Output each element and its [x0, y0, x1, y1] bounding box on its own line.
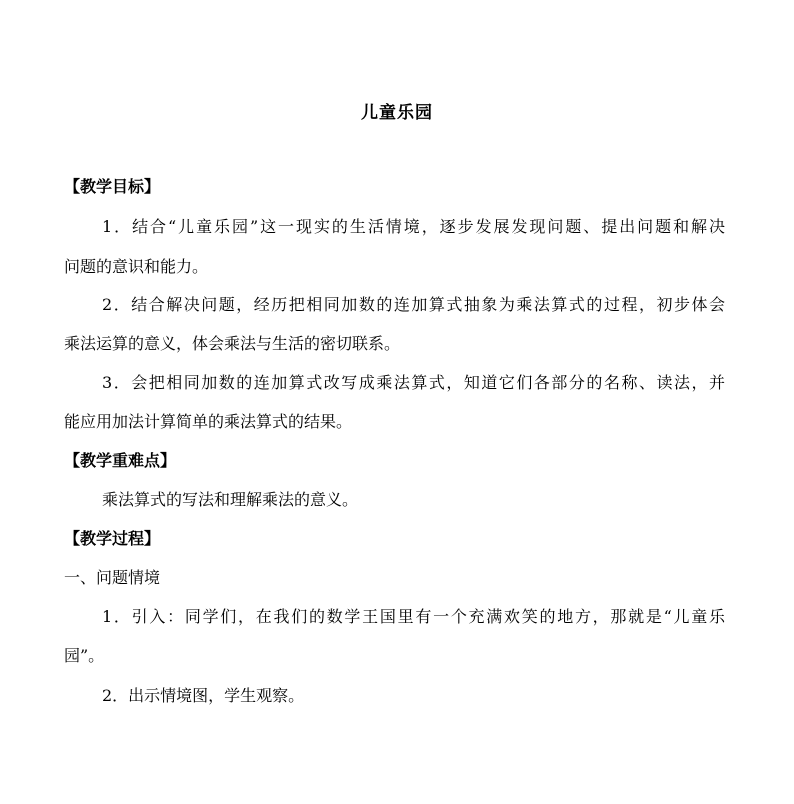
section-heading-teaching-goals: 【教学目标】 — [64, 177, 161, 196]
goal-item-1-line-2: 问题的意识和能力。 — [64, 257, 209, 276]
goal-item-3-line-1: 3．会把相同加数的连加算式改写成乘法算式，知道它们各部分的名称、读法，并 — [102, 373, 725, 392]
process-item-1-line-1: 1．引入：同学们，在我们的数学王国里有一个充满欢笑的地方，那就是“儿童乐 — [102, 607, 725, 626]
goal-item-1-line-1: 1．结合“儿童乐园”这一现实的生活情境，逐步发展发现问题、提出问题和解决 — [102, 217, 725, 236]
process-item-2-line-1: 2．出示情境图，学生观察。 — [102, 686, 305, 705]
key-points-text: 乘法算式的写法和理解乘法的意义。 — [102, 490, 359, 509]
process-subheading-problem-situation: 一、问题情境 — [64, 568, 161, 587]
process-item-1-line-2: 园”。 — [64, 646, 105, 665]
goal-item-3-line-2: 能应用加法计算简单的乘法算式的结果。 — [64, 412, 353, 431]
goal-item-2-line-2: 乘法运算的意义，体会乘法与生活的密切联系。 — [64, 334, 401, 353]
section-heading-key-points: 【教学重难点】 — [64, 451, 177, 470]
document-title: 儿童乐园 — [361, 103, 433, 123]
goal-item-2-line-1: 2．结合解决问题，经历把相同加数的连加算式抽象为乘法算式的过程，初步体会 — [102, 295, 725, 314]
section-heading-teaching-process: 【教学过程】 — [64, 529, 161, 548]
